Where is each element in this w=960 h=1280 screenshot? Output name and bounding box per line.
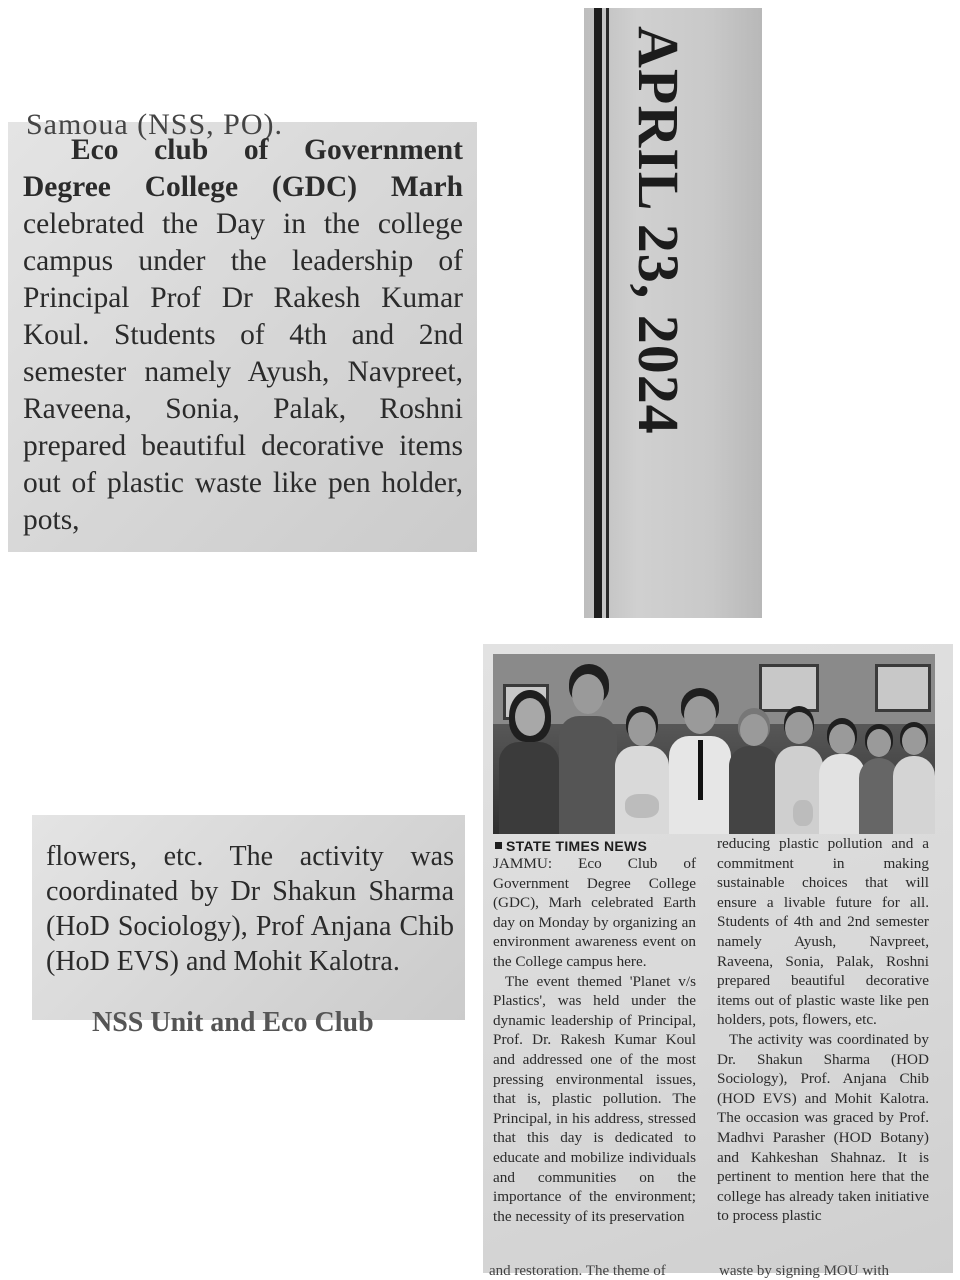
- bullet-square-icon: [495, 842, 502, 849]
- cut-off-text-left: and restoration. The theme of: [489, 1263, 666, 1279]
- cut-off-text-top: Samoua (NSS, PO).: [26, 108, 284, 141]
- article-column-left: [493, 854, 696, 1226]
- news-article-clipping: [483, 644, 953, 1279]
- group-photo: [493, 654, 935, 834]
- cut-off-text-bottom: NSS Unit and Eco Club: [92, 1007, 374, 1038]
- column-rule-thick: [594, 8, 602, 618]
- publication-date: APRIL 23, 2024: [626, 26, 691, 435]
- date-strip-clipping: [584, 8, 762, 618]
- news-clipping-middle-left: [32, 815, 465, 1038]
- article-paragraph: JAMMU: Eco Club of Government Degree College (GDC), Marh celebrated Earth day on Monday by organizing an environment awareness event on the College campus here.: [493, 855, 696, 970]
- article-paragraph: reducing plastic pollution and a commitment in making sustainable choices that will ensure a livable future for all. Students of 4th and 2nd semester namely Ayush, Navpreet, Raveena, Sonia, Palak, Roshni prepared beautiful decorative items out of plastic waste like pen holders, pots, flowers, etc.: [717, 835, 929, 1029]
- article-column-right: [717, 834, 929, 1226]
- column-rule-thin: [606, 8, 609, 618]
- cut-off-text-right: waste by signing MOU with: [719, 1263, 889, 1279]
- article-paragraph: The event themed 'Planet v/s Plastics', was held under the dynamic leadership of Principal, Prof. Dr. Rakesh Kumar Koul and addressed one of the most pressing environmental issues, that is, plastic pollution. The Principal, in his address, stressed that this day is dedicated to educate and mobilize individuals and communities on the importance of the environment; the necessity of its preservation: [493, 972, 696, 1225]
- news-clipping-top-left: [8, 108, 477, 552]
- paragraph-text: celebrated the Day in the college campus under the leadership of Principal Prof Dr Rakesh Kumar Koul. Students of 4th and 2nd semester namely Ayush, Navpreet, Raveena, Sonia, Palak, Roshni prepared beautiful decorative items out of plastic waste like pen holder, pots,: [23, 208, 463, 536]
- clipping-paragraph: [23, 132, 463, 539]
- lead-bold-text: Eco club of Government Degree College (GDC) Marh: [23, 134, 463, 203]
- article-paragraph: The activity was coordinated by Dr. Shakun Sharma (HOD Sociology), Prof. Anjana Chib (HOD EVS) and Mohit Kalotra. The occasion was graced by Prof. Madhvi Parasher (HOD Botany) and Kahkeshan Shahnaz. It is pertinent to mention here that the college has already taken initiative to process plastic: [717, 1030, 929, 1225]
- article-byline: STATE TIMES NEWS: [495, 838, 647, 854]
- clipping-paragraph: flowers, etc. The activity was coordinated by Dr Shakun Sharma (HoD Sociology), Prof Anjana Chib (HoD EVS) and Mohit Kalotra.: [46, 841, 454, 977]
